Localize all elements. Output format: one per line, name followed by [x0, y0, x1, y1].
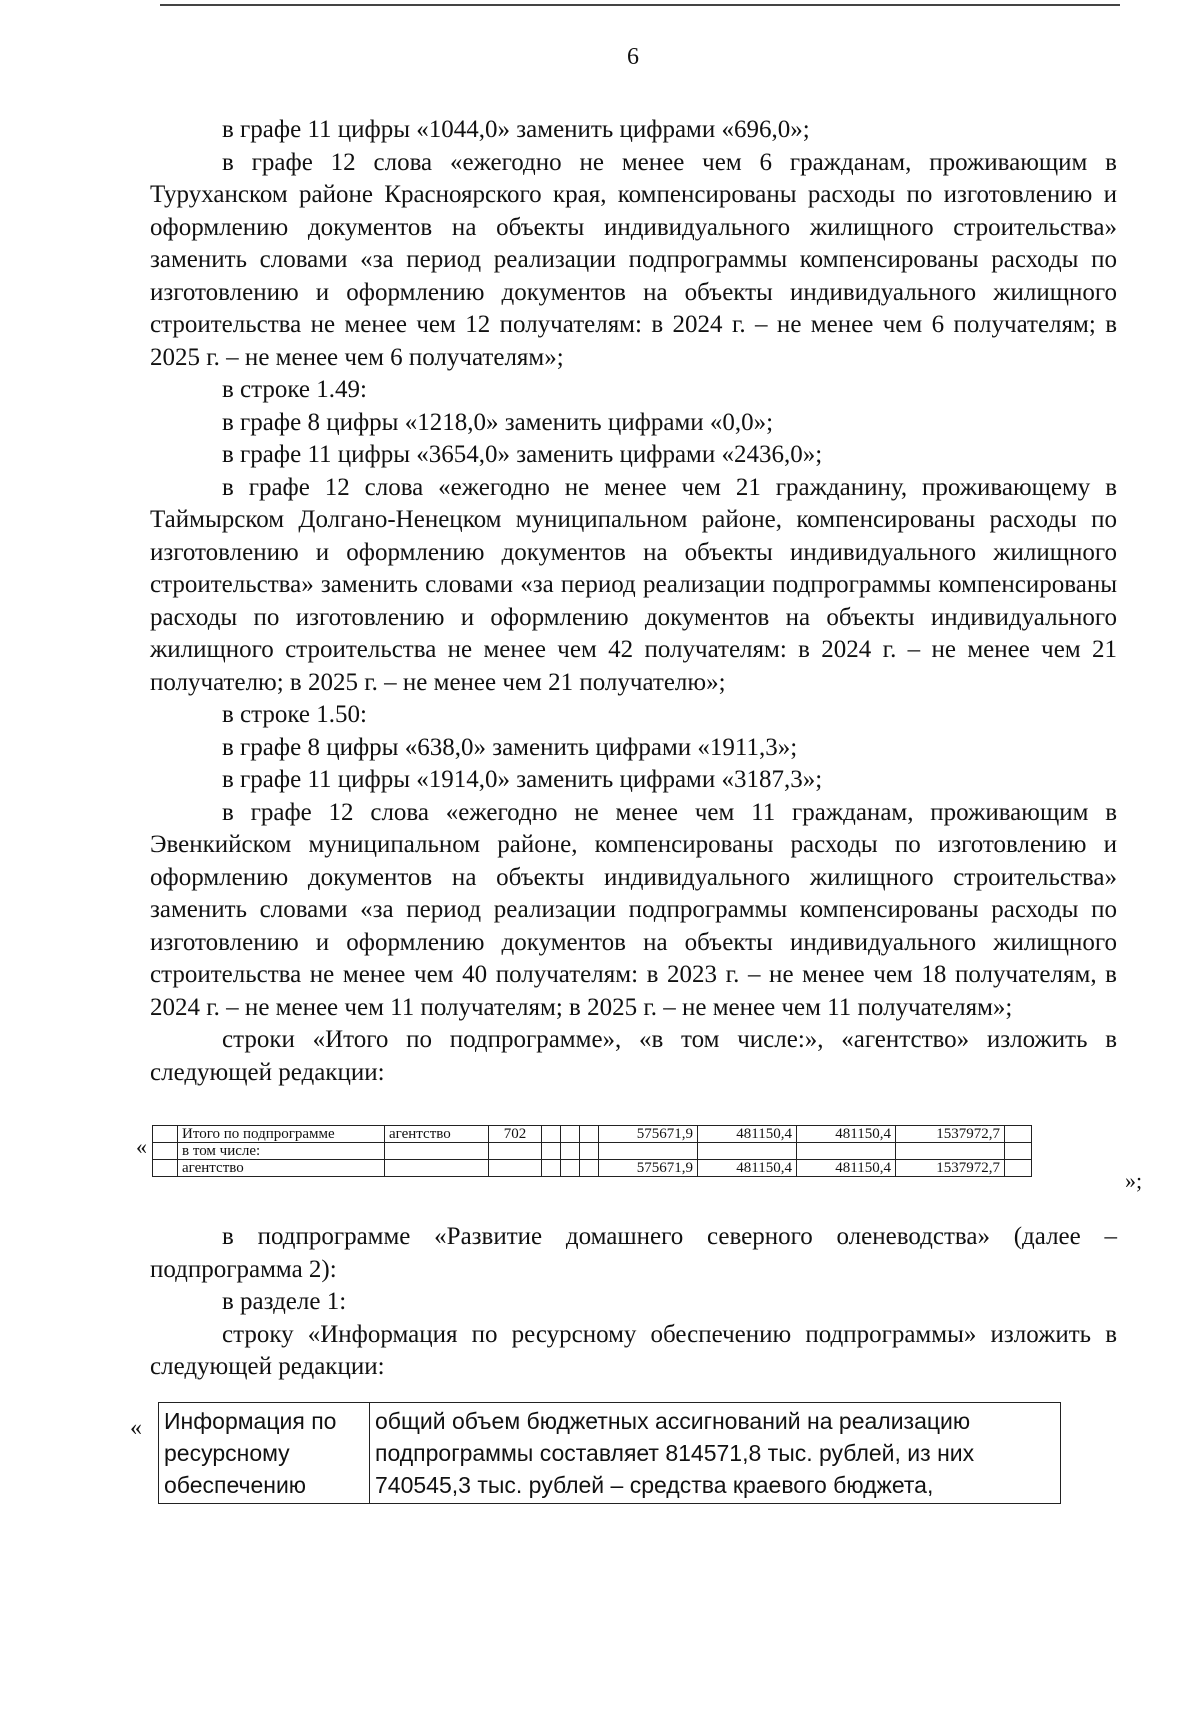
resource-label-cell: Информация по ресурсному обеспечению — [159, 1402, 370, 1503]
paragraph: в строке 1.49: — [222, 376, 367, 403]
open-quote: « — [136, 1134, 147, 1159]
table-cell: 575671,9 — [599, 1126, 698, 1143]
table-cell: агентство — [178, 1160, 385, 1177]
table-cell — [542, 1160, 561, 1177]
table-cell — [698, 1143, 797, 1160]
paragraph: в графе 11 цифры «3654,0» заменить цифрами «2436,0»; — [222, 441, 823, 468]
table-cell — [489, 1160, 542, 1177]
close-quote: »; — [1125, 1168, 1143, 1193]
table-cell — [153, 1126, 178, 1143]
paragraph: в графе 11 цифры «1914,0» заменить цифрами «3187,3»; — [222, 766, 823, 793]
table-cell: 481150,4 — [797, 1126, 896, 1143]
table-cell — [385, 1143, 489, 1160]
table-cell — [580, 1160, 599, 1177]
top-rule — [160, 4, 1120, 6]
paragraph: в графе 12 слова «ежегодно не менее чем 21 гражданину, проживающему в Таймырском Долгано-Ненецком муниципальном районе, компенсированы расходы по изготовлению и оформлению документов на объекты индивидуального жилищного строительства» заменить словами «за период реализации подпрограммы компенсированы расходы по изготовлению и оформлению документов на объекты индивидуального жилищного строительства не менее чем 42 получателям: в 2024 г. – не менее чем 21 получателю; в 2025 г. – не менее чем 21 получателю»; — [150, 473, 1117, 696]
table-cell — [1005, 1126, 1032, 1143]
table-cell: в том числе: — [178, 1143, 385, 1160]
table-cell — [1005, 1160, 1032, 1177]
table-row — [159, 1402, 1061, 1503]
resource-table-block — [130, 1402, 1117, 1498]
paragraph: в графе 12 слова «ежегодно не менее чем 11 гражданам, проживающим в Эвенкийском муниципальном районе, компенсированы расходы по изготовлению и оформлению документов на объекты индивидуального жилищного строительства» заменить словами «за период реализации подпрограммы компенсированы расходы по изготовлению и оформлению документов на объекты индивидуального жилищного строительства не менее чем 40 получателям: в 2023 г. – не менее чем 18 получателям, в 2024 г. – не менее чем 11 получателям; в 2025 г. – не менее чем 11 получателям»; — [150, 798, 1117, 1021]
table-cell: 481150,4 — [797, 1160, 896, 1177]
table-cell: 1537972,7 — [896, 1160, 1005, 1177]
table-cell — [153, 1160, 178, 1177]
paragraphs-before-table — [150, 114, 1117, 1089]
paragraph: строку «Информация по ресурсному обеспечению подпрограммы» изложить в следующей редакции: — [150, 1320, 1117, 1380]
table-cell — [385, 1160, 489, 1177]
paragraph: в графе 8 цифры «1218,0» заменить цифрами «0,0»; — [222, 408, 774, 436]
paragraph: в графе 8 цифры «638,0» заменить цифрами «1911,3»; — [222, 733, 798, 761]
table-cell — [561, 1143, 580, 1160]
table-row — [153, 1126, 1032, 1143]
table-cell — [896, 1143, 1005, 1160]
table-cell — [542, 1143, 561, 1160]
table-cell: 702 — [489, 1126, 542, 1143]
summary-table — [152, 1125, 1032, 1177]
table-cell — [561, 1126, 580, 1143]
table-cell: агентство — [385, 1126, 489, 1143]
paragraphs-after-table — [150, 1221, 1117, 1384]
table-row — [153, 1160, 1032, 1177]
table-cell — [599, 1143, 698, 1160]
summary-table-block — [136, 1125, 1143, 1193]
paragraph: в графе 12 слова «ежегодно не менее чем 6 гражданам, проживающим в Туруханском районе Красноярского края, компенсированы расходы по изготовлению и оформлению документов на объекты индивидуального жилищного строительства» заменить словами «за период реализации подпрограммы компенсированы расходы по изготовлению и оформлению документов на объекты индивидуального жилищного строительства не менее чем 12 получателям: в 2024 г. – не менее чем 6 получателям; в 2025 г. – не менее чем 6 получателям»; — [150, 148, 1117, 371]
paragraph: строки «Итого по подпрограмме», «в том числе:», «агентство» изложить в следующей редакции: — [150, 1026, 1117, 1086]
table-cell — [580, 1143, 599, 1160]
table-cell: 1537972,7 — [896, 1126, 1005, 1143]
resource-content-cell: общий объем бюджетных ассигнований на реализацию подпрограммы составляет 814571,8 тыс. рублей, из них 740545,3 тыс. рублей – средства краевого бюджета, — [370, 1402, 1061, 1503]
open-quote: « — [130, 1414, 142, 1441]
table-cell: 481150,4 — [698, 1126, 797, 1143]
table-cell — [561, 1160, 580, 1177]
table-cell — [797, 1143, 896, 1160]
paragraph: в строке 1.50: — [222, 701, 367, 728]
paragraph: в графе 11 цифры «1044,0» заменить цифрами «696,0»; — [222, 116, 810, 143]
table-row — [153, 1143, 1032, 1160]
table-cell: 481150,4 — [698, 1160, 797, 1177]
table-cell: 575671,9 — [599, 1160, 698, 1177]
table-cell — [489, 1143, 542, 1160]
table-cell — [1005, 1143, 1032, 1160]
resource-table — [158, 1402, 1061, 1504]
document-body — [130, 114, 1143, 1498]
table-cell — [153, 1143, 178, 1160]
table-cell — [580, 1126, 599, 1143]
paragraph: в разделе 1: — [222, 1288, 347, 1315]
table-cell — [542, 1126, 561, 1143]
table-cell: Итого по подпрограмме — [178, 1126, 385, 1143]
page-number: 6 — [627, 44, 639, 70]
paragraph: в подпрограмме «Развитие домашнего северного оленеводства» (далее – подпрограмма 2): — [150, 1223, 1117, 1283]
